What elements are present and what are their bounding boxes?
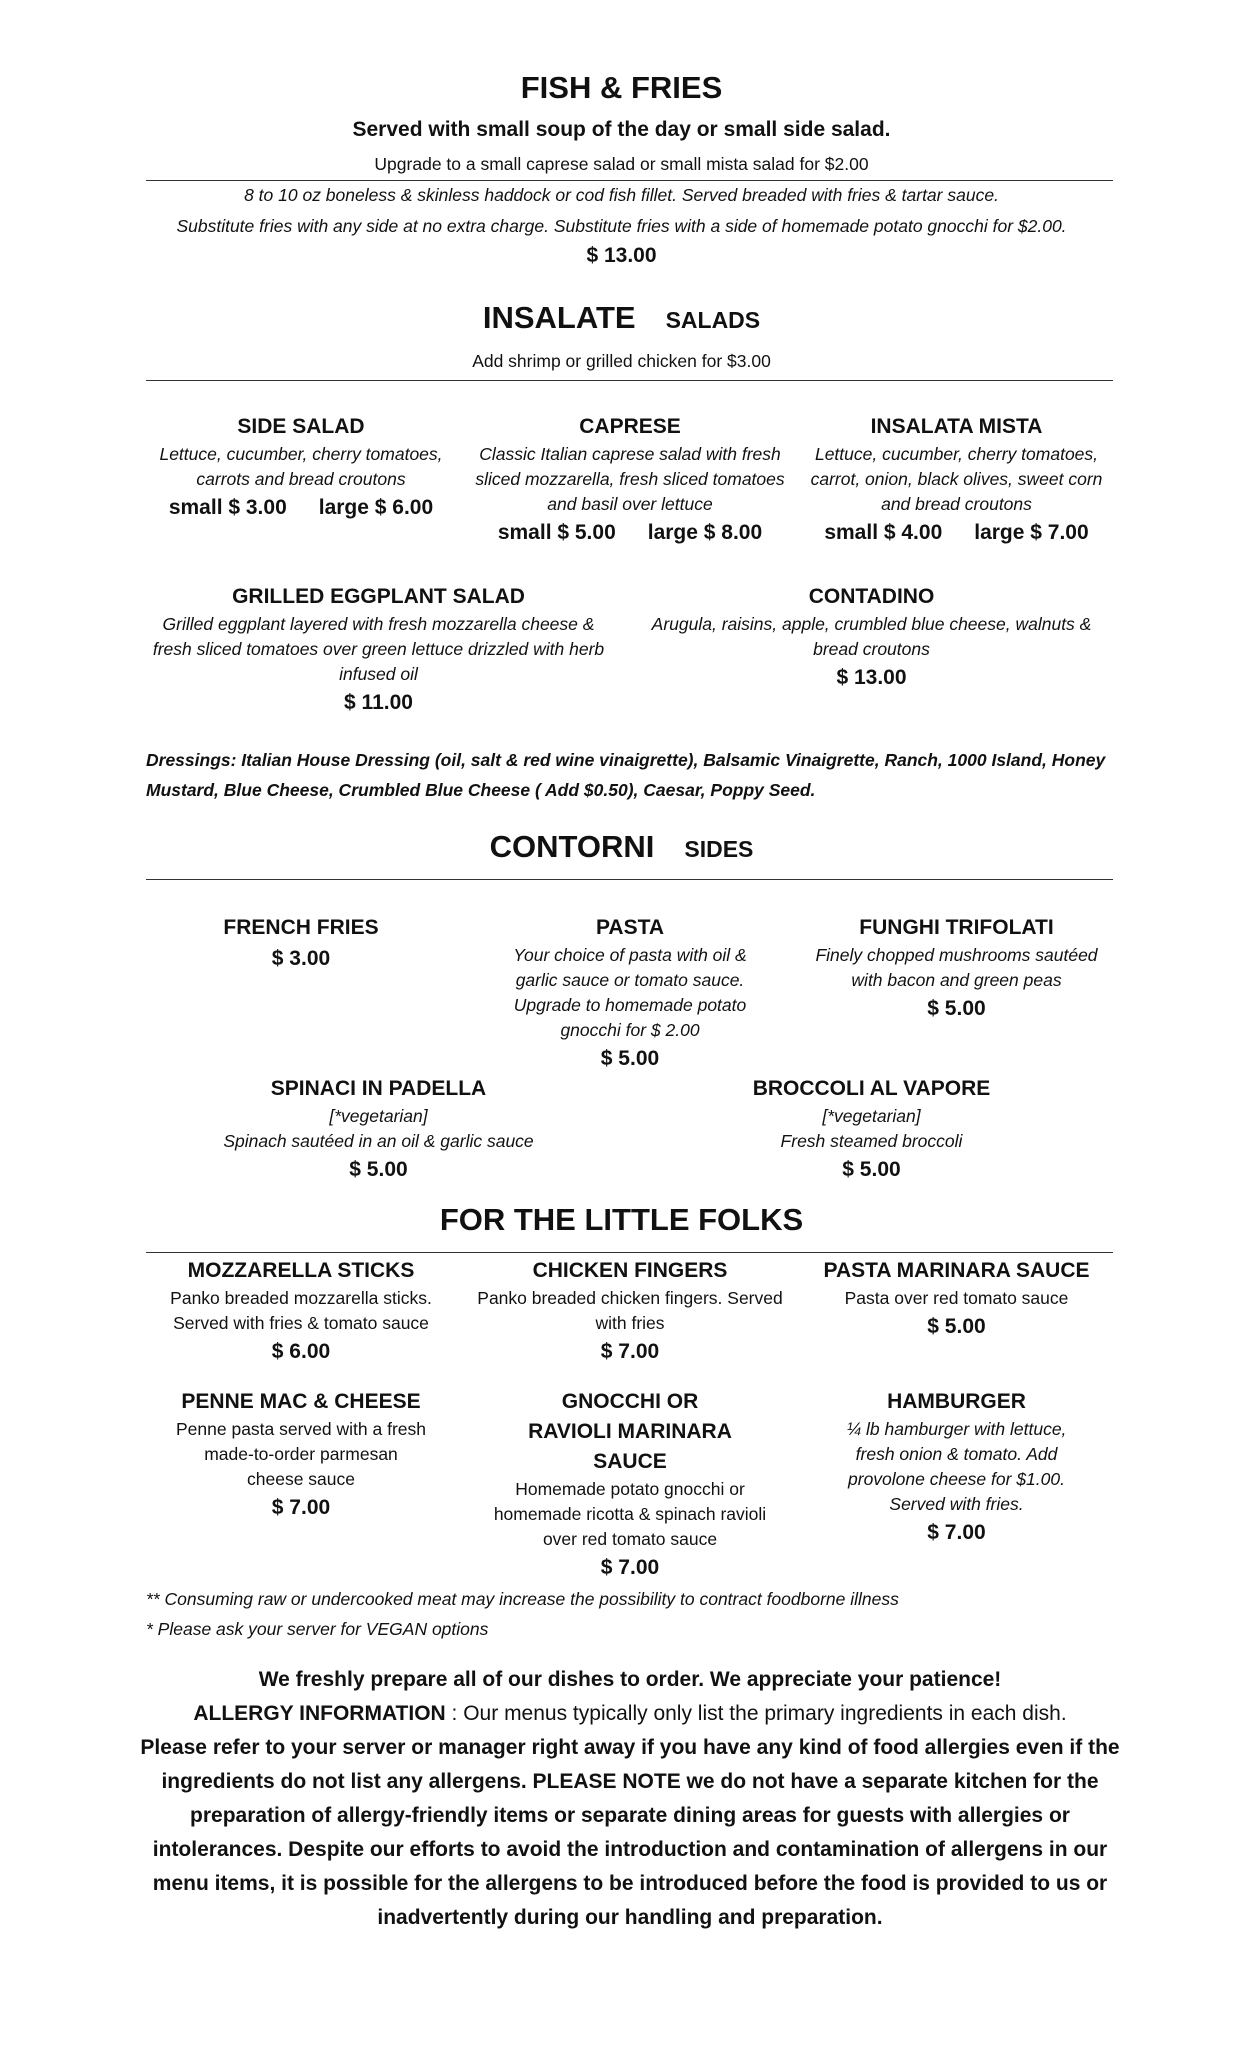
fish-desc-line-1: 8 to 10 oz boneless & skinless haddock or cod fish fillet. Served breaded with fries & tartar sauce. [244,185,999,205]
menu-item-grilled-eggplant [146,582,611,719]
menu-item-pasta [475,913,785,1075]
item-prices [475,517,785,549]
raw-meat-warning: ** Consuming raw or undercooked meat may increase the possibility to contract foodborne illness [146,1589,899,1609]
vegan-note: * Please ask your server for VEGAN options [146,1619,489,1639]
item-desc: Fresh steamed broccoli [780,1131,963,1151]
allergy-label: ALLERGY INFORMATION [193,1702,446,1725]
item-name: GRILLED EGGPLANT SALAD [232,585,525,608]
menu-item-gnocchi-ravioli [475,1387,785,1584]
freshly-prepared-note: We freshly prepare all of our dishes to order. We appreciate your patience! [258,1668,1002,1691]
price-large: large $ 8.00 [647,521,763,544]
item-price: $ 5.00 [600,1047,660,1070]
item-desc: Homemade potato gnocchi or homemade ricotta & spinach ravioli over red tomato sauce [493,1479,767,1549]
item-name: CONTADINO [808,585,935,608]
item-prices [146,492,456,524]
insalate-title: INSALATE [482,300,636,335]
menu-item-side-salad [146,412,456,524]
menu-item-broccoli-al-vapore [630,1074,1113,1186]
menu-item-caprese [475,412,785,549]
item-desc: Arugula, raisins, apple, crumbled blue cheese, walnuts & bread croutons [651,614,1092,659]
kids-divider [146,1252,1113,1253]
kids-title: FOR THE LITTLE FOLKS [439,1202,804,1237]
item-price: $ 3.00 [271,947,331,970]
price-large: large $ 6.00 [318,496,434,519]
item-price: $ 7.00 [271,1496,331,1519]
menu-item-chicken-fingers [475,1256,785,1368]
item-name: SPINACI IN PADELLA [270,1077,487,1100]
item-price: $ 7.00 [927,1521,986,1544]
insalate-divider [146,380,1113,381]
menu-item-pasta-marinara [800,1256,1113,1343]
dressings-note: Dressings: Italian House Dressing (oil, salt & red wine vinaigrette), Balsamic Vinaigrette, Ranch, 1000 Island, Honey Mustard, Blue Cheese, Crumbled Blue Cheese ( Add $0.50), Caesar, Poppy Seed. [146,750,1106,800]
fish-description [0,180,1243,242]
menu-item-penne-mac-cheese [146,1387,456,1524]
item-name: PASTA [595,916,665,939]
item-name: GNOCCHI OR RAVIOLI MARINARA SAUCE [528,1390,732,1473]
allergy-intro [140,1697,1120,1731]
item-name: PENNE MAC & CHEESE [181,1390,421,1413]
price-large: large $ 7.00 [974,521,1089,544]
item-desc: Penne pasta served with a fresh made-to-order parmesan cheese sauce [176,1419,427,1489]
price-small: small $ 3.00 [168,496,287,519]
item-desc: Your choice of pasta with oil & garlic sauce or tomato sauce. Upgrade to homemade potato gnocchi for $ 2.00 [513,945,747,1040]
item-price: $ 6.00 [271,1340,331,1363]
insalate-heading [0,296,1243,342]
allergy-body: Please refer to your server or manager right away if you have any kind of food allergies even if the ingredients do not list any allergens. PLEASE NOTE we do not have a separate kitchen for the preparation of allergy-friendly items or separate dining areas for guests with allergies or intolerances. Despite our efforts to avoid the introduction and contamination of allergens in our menu items, it is possible for the allergens to be introduced before the food is provided to us or inadvertently during our handling and preparation. [140,1736,1120,1929]
item-name: CAPRESE [579,415,681,438]
price-small: small $ 4.00 [824,521,943,544]
item-price: $ 5.00 [927,997,986,1020]
item-name: HAMBURGER [887,1390,1026,1413]
item-price: $ 11.00 [344,691,413,714]
fish-price: $ 13.00 [586,244,657,267]
menu-item-hamburger [800,1387,1113,1549]
menu-item-contadino [630,582,1113,694]
item-price: $ 5.00 [842,1158,901,1181]
item-price: $ 7.00 [600,1340,660,1363]
contorni-heading [0,825,1243,871]
footnotes [146,1584,1113,1644]
fish-served-with: Served with small soup of the day or small side salad. [352,118,891,141]
item-name: FRENCH FRIES [223,916,379,939]
fish-title: FISH & FRIES [520,70,723,105]
item-name: BROCCOLI AL VAPORE [752,1077,991,1100]
item-desc: Panko breaded chicken fingers. Served with fries [477,1288,783,1333]
item-name: MOZZARELLA STICKS [187,1259,415,1282]
menu-item-spinaci-in-padella [146,1074,611,1186]
item-desc: Panko breaded mozzarella sticks. Served with fries & tomato sauce [170,1288,432,1333]
menu-item-funghi-trifolati [800,913,1113,1025]
item-desc: Finely chopped mushrooms sautéed with bacon and green peas [815,945,1098,990]
insalate-subtitle: SALADS [665,307,761,333]
item-desc: Lettuce, cucumber, cherry tomatoes, carrots and bread croutons [159,444,443,489]
item-name: PASTA MARINARA SAUCE [823,1259,1090,1282]
contorni-title: CONTORNI [489,829,655,864]
item-desc: Spinach sautéed in an oil & garlic sauce [223,1131,534,1151]
item-price: $ 5.00 [349,1158,408,1181]
item-price: $ 5.00 [927,1315,986,1338]
item-name: INSALATA MISTA [870,415,1043,438]
item-prices [800,517,1113,549]
item-desc: Lettuce, cucumber, cherry tomatoes, carrot, onion, black olives, sweet corn and bread croutons [810,444,1103,514]
item-price: $ 13.00 [836,666,907,689]
price-small: small $ 5.00 [497,521,616,544]
item-name: FUNGHI TRIFOLATI [859,916,1054,939]
item-desc: Pasta over red tomato sauce [844,1288,1069,1308]
fish-section [0,66,1243,178]
fish-upgrade: Upgrade to a small caprese salad or small mista salad for $2.00 [374,154,869,174]
item-tag: [*vegetarian] [329,1106,428,1126]
item-price: $ 7.00 [600,1556,660,1579]
item-desc: Grilled eggplant layered with fresh mozzarella cheese & fresh sliced tomatoes over green lettuce drizzled with herb infused oil [152,614,605,684]
insalate-addon: Add shrimp or grilled chicken for $3.00 [472,351,771,371]
item-desc: ¼ lb hamburger with lettuce, fresh onion & tomato. Add provolone cheese for $1.00. Served with fries. [846,1419,1067,1514]
menu-item-insalata-mista [800,412,1113,549]
allergy-intro-text: : Our menus typically only list the primary ingredients in each dish. [445,1702,1067,1725]
item-name: CHICKEN FINGERS [532,1259,728,1282]
item-desc: Classic Italian caprese salad with fresh sliced mozzarella, fresh sliced tomatoes and basil over lettuce [475,444,785,514]
contorni-subtitle: SIDES [684,836,754,862]
contorni-divider [146,879,1113,880]
allergy-information [140,1663,1120,1935]
menu-item-french-fries [146,913,456,975]
item-name: SIDE SALAD [237,415,365,438]
menu-item-mozzarella-sticks [146,1256,456,1368]
item-tag: [*vegetarian] [822,1106,921,1126]
fish-desc-line-2: Substitute fries with any side at no extra charge. Substitute fries with a side of homemade potato gnocchi for $2.00. [176,216,1067,236]
